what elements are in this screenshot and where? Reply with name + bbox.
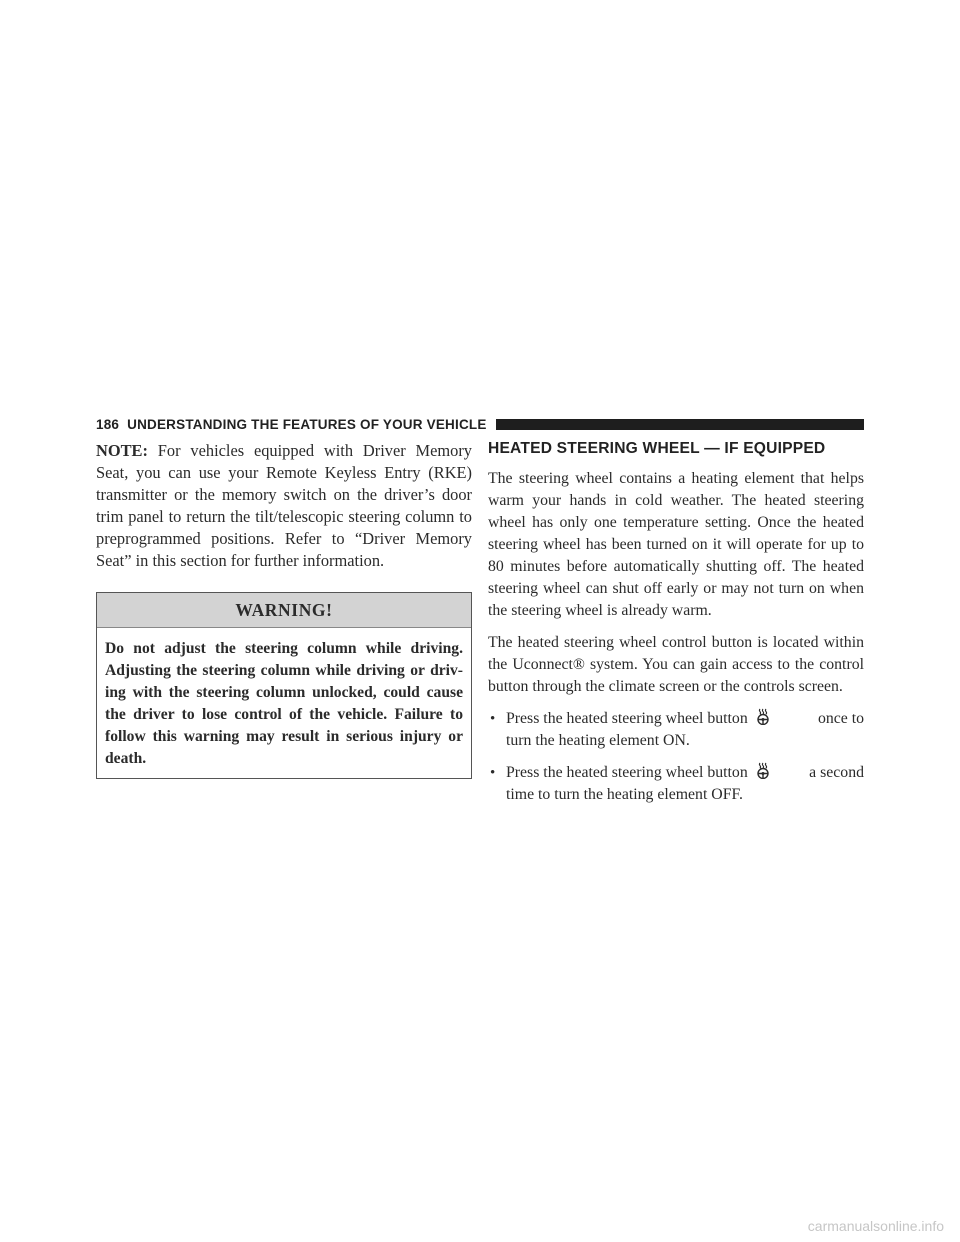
- bullet-dot: •: [490, 711, 496, 727]
- warning-text: Do not adjust the steering column while driving. Adjusting the steering column while driving or driving with the steering column unlocked, could cause the driver to lose control of the vehicle. Failure to follow this warning may result in serious injury or death.: [105, 640, 463, 767]
- bullet-text-pre: Press the heated steering wheel button: [506, 764, 748, 781]
- bullet-item-on: [488, 708, 864, 752]
- section-heading: HEATED STEERING WHEEL — IF EQUIPPED: [488, 440, 826, 457]
- heated-steering-wheel-icon: [755, 708, 771, 725]
- note-label: NOTE:: [96, 441, 148, 460]
- warning-title: WARNING!: [97, 593, 471, 628]
- watermark: carmanualsonline.info: [807, 1218, 944, 1234]
- bullet-text-post: once to: [817, 710, 864, 727]
- bullet-text-post: a second: [809, 764, 864, 781]
- header-rule: [496, 419, 864, 430]
- paragraph-1: The steering wheel contains a heating element that helps warm your hands in cold weather. The heated steering wheel has only one temperature setting. Once the heated steering wheel has been turned on it will operate for up to 80 minutes before automatically shutting off. The heated steering wheel can shut off early or may not turn on when the steering wheel is already warm.: [488, 470, 864, 619]
- paragraph-2: The heated steering wheel control button is located within the Uconnect® system. You can gain access to the control button through the climate screen or the controls screen.: [488, 634, 864, 695]
- left-column: [96, 440, 472, 779]
- right-column: [488, 440, 864, 806]
- note-text: For vehicles equipped with Driver Memory Seat, you can use your Remote Keyless Entry (RKE) transmitter or the memory switch on the driver’s door trim panel to return the tilt/telescopic steering column to preprogrammed positions. Refer to “Driver Memory Seat” in this section for further information.: [96, 441, 472, 570]
- bullet-item-off: [488, 762, 864, 806]
- page-number: 186: [96, 416, 120, 432]
- heated-steering-wheel-icon: [755, 762, 771, 779]
- page-header: [96, 414, 864, 434]
- note-paragraph: [96, 440, 472, 572]
- bullet-text-pre: Press the heated steering wheel button: [506, 710, 748, 727]
- section-title: UNDERSTANDING THE FEATURES OF YOUR VEHICLE: [127, 416, 487, 432]
- bullet-text-cont: turn the heating element ON.: [506, 732, 690, 749]
- warning-box: [96, 592, 472, 779]
- bullet-dot: •: [490, 765, 496, 781]
- bullet-text-cont: time to turn the heating element OFF.: [506, 786, 743, 803]
